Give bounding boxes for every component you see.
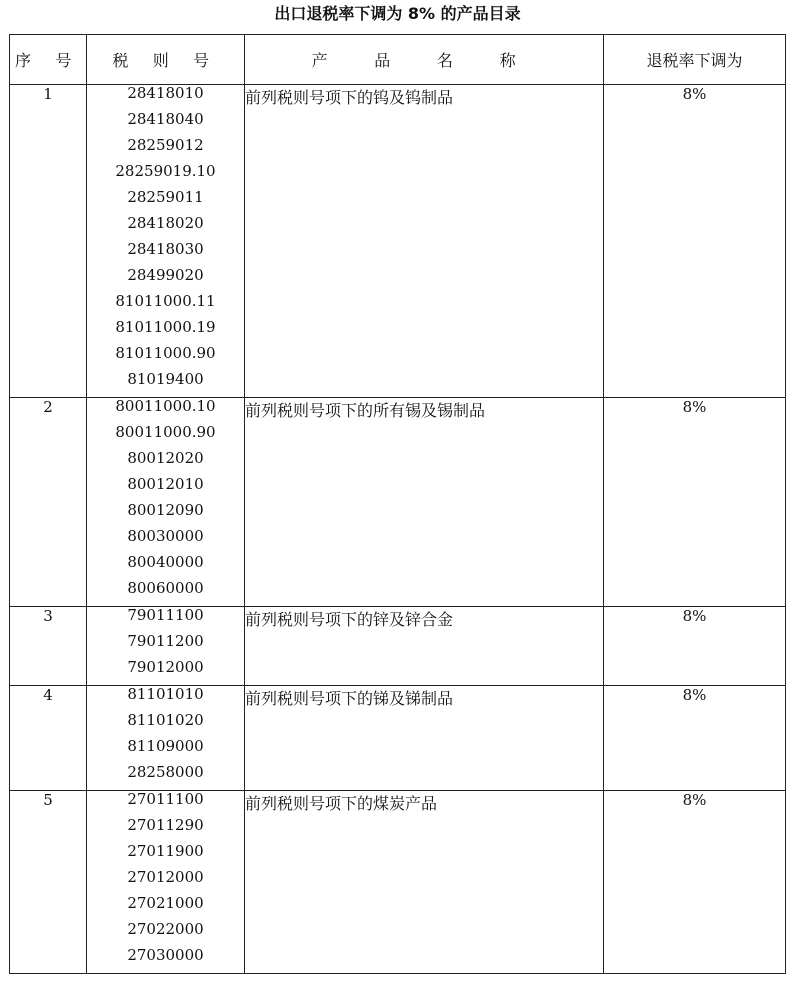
header-product-label: 产 品 名 称 (311, 51, 537, 70)
tariff-code: 28499020 (127, 266, 204, 284)
tariff-code: 79011100 (127, 606, 204, 624)
row-seq: 3 (10, 607, 87, 686)
header-tariff-label: 税 则 号 (112, 51, 219, 70)
row-seq: 5 (10, 791, 87, 974)
tariff-code: 81019400 (127, 370, 204, 388)
table-row (10, 607, 786, 686)
row-rate: 8% (604, 85, 786, 398)
tariff-code: 79011200 (127, 632, 204, 650)
tariff-code: 28418030 (127, 240, 204, 258)
row-product-name: 前列税则号项下的锑及锑制品 (245, 686, 604, 791)
row-seq: 4 (10, 686, 87, 791)
row-product-name: 前列税则号项下的煤炭产品 (245, 791, 604, 974)
header-rate-label: 退税率下调为 (646, 51, 743, 70)
row-rate: 8% (604, 398, 786, 607)
row-rate: 8% (604, 686, 786, 791)
row-seq: 2 (10, 398, 87, 607)
tariff-code: 80012010 (127, 475, 204, 493)
table-body (10, 85, 786, 974)
table-row (10, 791, 786, 974)
row-seq: 1 (10, 85, 87, 398)
tariff-code: 79012000 (127, 658, 204, 676)
tariff-code: 28259019.10 (115, 162, 216, 180)
tariff-code: 81101010 (127, 685, 204, 703)
tariff-code: 27021000 (127, 894, 204, 912)
row-product-name: 前列税则号项下的钨及钨制品 (245, 85, 604, 398)
tariff-code: 81101020 (127, 711, 204, 729)
tariff-code: 27012000 (127, 868, 204, 886)
tariff-code: 81011000.11 (115, 292, 216, 310)
row-tariff-codes (87, 607, 245, 686)
tariff-code: 81011000.90 (115, 344, 216, 362)
table-row (10, 686, 786, 791)
tariff-code: 80011000.10 (115, 397, 216, 415)
tariff-code: 28418010 (127, 84, 204, 102)
tariff-code: 28259011 (127, 188, 204, 206)
tariff-code: 28418020 (127, 214, 204, 232)
row-product-name: 前列税则号项下的所有锡及锡制品 (245, 398, 604, 607)
table-row (10, 85, 786, 398)
tariff-code: 80040000 (127, 553, 204, 571)
row-tariff-codes (87, 686, 245, 791)
table-row (10, 398, 786, 607)
tariff-code: 81109000 (127, 737, 204, 755)
tariff-code: 80030000 (127, 527, 204, 545)
row-tariff-codes (87, 791, 245, 974)
tariff-code: 27022000 (127, 920, 204, 938)
tariff-code: 80012020 (127, 449, 204, 467)
table-header-row (10, 35, 786, 85)
row-product-name: 前列税则号项下的锌及锌合金 (245, 607, 604, 686)
product-catalog-table (9, 34, 786, 974)
tariff-code: 27011290 (127, 816, 204, 834)
tariff-code: 28258000 (127, 763, 204, 781)
tariff-code: 28418040 (127, 110, 204, 128)
row-rate: 8% (604, 607, 786, 686)
tariff-code: 80060000 (127, 579, 204, 597)
header-rate (604, 35, 786, 85)
document-title: 出口退税率下调为 8% 的产品目录 (274, 4, 521, 23)
tariff-code: 27011100 (127, 790, 204, 808)
header-seq-label: 序 号 (15, 51, 81, 70)
row-rate: 8% (604, 791, 786, 974)
row-tariff-codes (87, 85, 245, 398)
tariff-code: 81011000.19 (115, 318, 216, 336)
tariff-code: 80012090 (127, 501, 204, 519)
header-product (245, 35, 604, 85)
tariff-code: 27030000 (127, 946, 204, 964)
row-tariff-codes (87, 398, 245, 607)
tariff-code: 27011900 (127, 842, 204, 860)
header-tariff (87, 35, 245, 85)
tariff-code: 80011000.90 (115, 423, 216, 441)
header-seq (10, 35, 87, 85)
tariff-code: 28259012 (127, 136, 204, 154)
